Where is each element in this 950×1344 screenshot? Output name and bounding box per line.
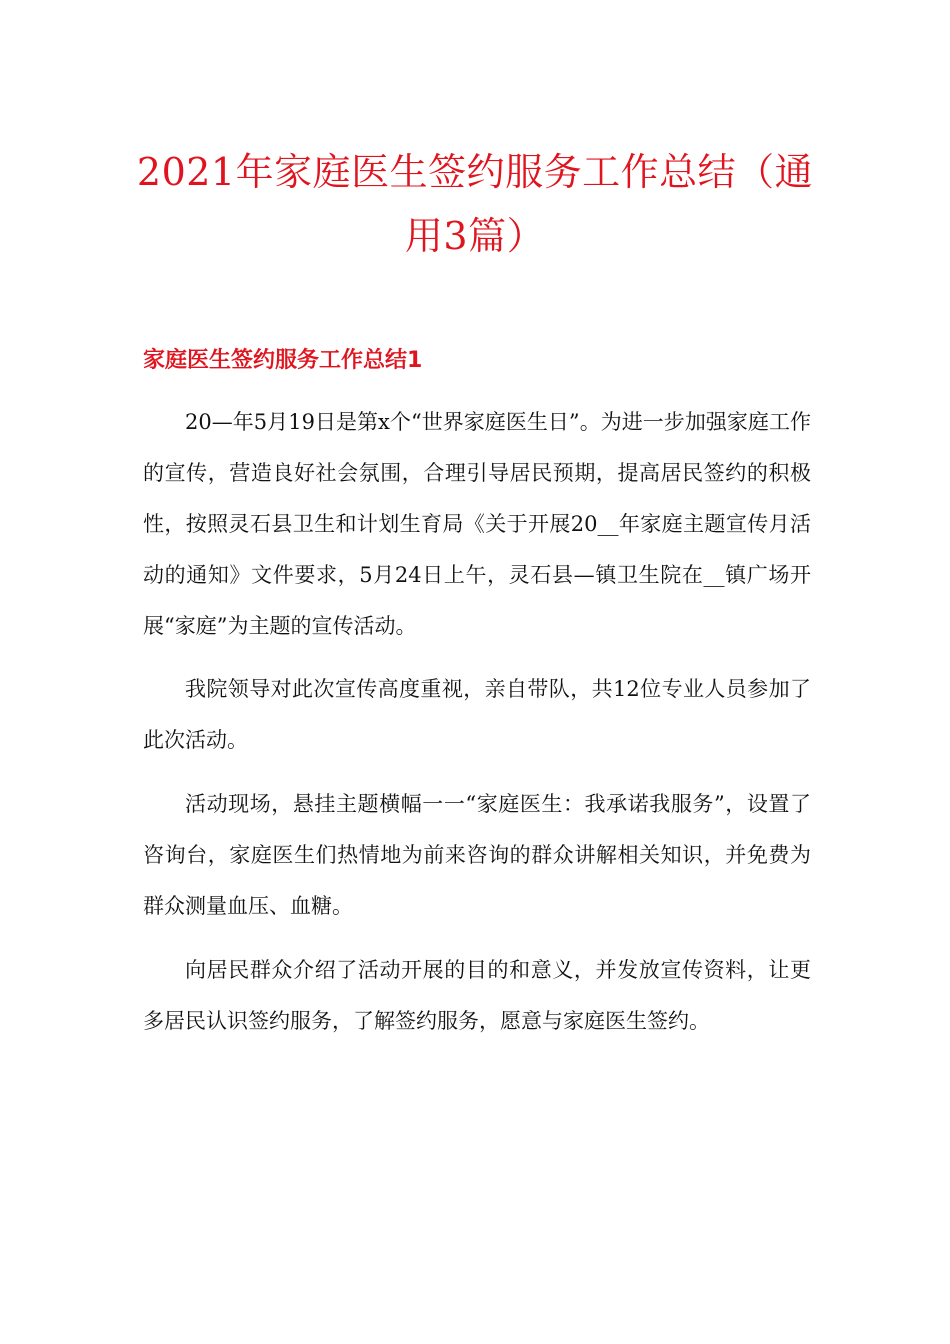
body-paragraph-4: 向居民群众介绍了活动开展的目的和意义，并发放宣传资料，让更多居民认识签约服务，了解签约服务，愿意与家庭医生签约。: [143, 958, 811, 1033]
section-heading: 家庭医生签约服务工作总结1: [143, 348, 423, 373]
body-paragraph-1: 20—年5月19日是第x个“世界家庭医生日”。为进一步加强家庭工作的宣传，营造良好社会氛围，合理引导居民预期，提高居民签约的积极性，按照灵石县卫生和计划生育局《关于开展20__年家庭主题宣传月活动的通知》文件要求，5月24日上午，灵石县—镇卫生院在__镇广场开展“家庭”为主题的宣传活动。: [143, 410, 811, 638]
body-paragraph-2: 我院领导对此次宣传高度重视，亲自带队，共12位专业人员参加了此次活动。: [143, 677, 811, 752]
body-paragraph-3: 活动现场，悬挂主题横幅一一“家庭医生：我承诺我服务”，设置了咨询台，家庭医生们热情地为前来咨询的群众讲解相关知识，并免费为群众测量血压、血糖。: [143, 792, 811, 918]
document-title: 2021年家庭医生签约服务工作总结（通用3篇）: [136, 150, 814, 258]
